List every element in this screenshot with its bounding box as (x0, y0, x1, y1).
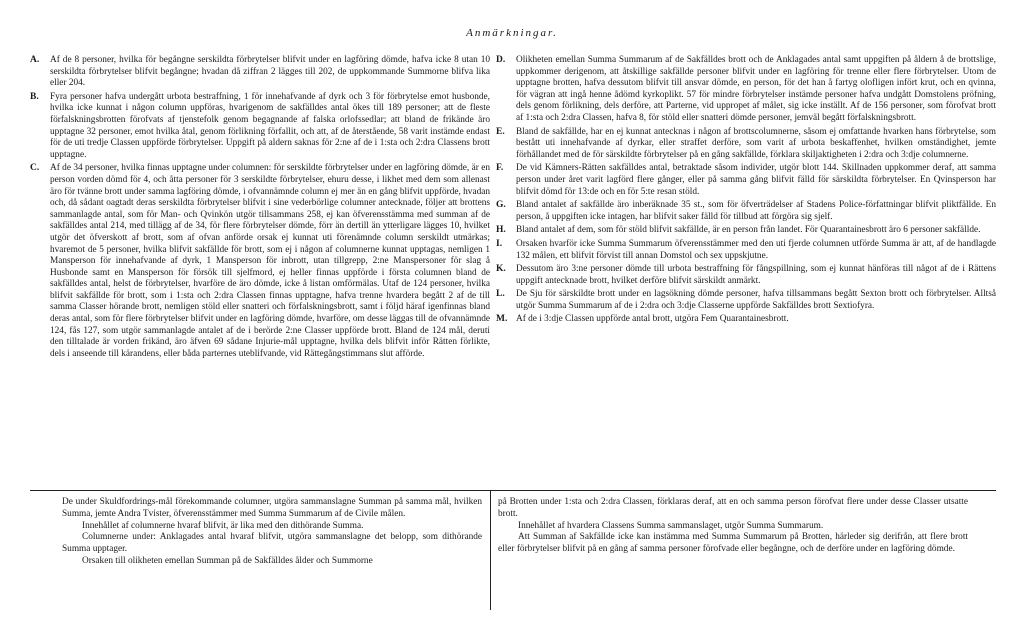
note-l (496, 289, 996, 312)
footnote-paragraph: Innehållet af hvardera Classens Summa sammanslaget, utgör Summa Summarum. (518, 520, 824, 531)
footnote-paragraph: De under Skuldfordrings-mål förekommande columner, utgöra sammanslagne Summan på samma mål, hvilken Summa, jemte Andra Tvister, öfverensstämmer med Summa Summarum af de Civile målen. (62, 497, 482, 519)
note-c (30, 163, 490, 360)
note-text: Af de 34 personer, hvilka finnas upptagne under columnen: för serskildte förbrytelser under en lagföring dömde, är en person vorden dömd för 4, och åtta personer för 3 serskildte förbrytelser, ehuru desse, i likhet med dem som allenast äro för tvänne brott under samma lagföring dömde, i ofvannämnde column ej mer än en gång blifvit uppförde, hvadan och, då sådant oagtadt deras serskildta förbrytelser blifvit i sine vederbörlige columner antecknade, följer att brottens sammanlagde antal, som för Man- och Qvinkön utgör tillsammans 258, ej kan öfverensstämma med summan af de sakfälldes antal 214, med tillägg af de 34, för flere förbrytelser dömde, förr än dertill än ytterligare lägges 10, hvilket utgör det öfverskott af brott, som af ofvan anförde orsak ej kunnat uti förenämnde column serskildt utmärkas; hvaremot de 5 personer, hvilka blifvit sakfällde för brott, som ej i någon af columnerne kunnat upptagas, nemligen 1 Mansperson för innehafvande af dyrk, 1 Mansperson för inbrott, utan tillgrepp, 2:ne Manspersoner för slag å Husbonde samt en Mansperson för försök till sjelfmord, ej heller finnas uppförde i första columnen bland de sakfälldes antal, helst de förbrytelser, hvarföre de äro dömde, icke å listan omförmälas. Utaf de 124 personer, hvilka blifvit sakfällde för brott, som i 1:sta och 2:dra Classen finnas upptagne, hafva trenne hvardera begått 2 af de till samma Classer hörande brott, nemligen stöld eller snatteri och förfalskningsbrott, samt i följd häraf igenfinnas bland deras antal, som för flere förbrytelser blifvit under en lagföring dömde, hvarföre, om desse läggas till de ofvannämnde 124, fås 127, som utgör sammanlagde antalet af de i berörde 2:ne Classer uppförde brott. Bland de 124 mål, deruti den tilltalade är vorden frikänd, äro äfven 69 sådane Injurie-mål upptagne, hvilka dels blifvit inför Rätten förlikte, dels i anseende till kärandens, eller båda parternes uteblifvande, vid Rättegångstimmans slut afförde. (50, 163, 490, 359)
note-text: Orsaken hvarför icke Summa Summarum öfverensstämmer med den uti fjerde columnen utförde Summa är att, af de handlagde 132 målen, ett blifvit förvist till annan Domstol och sex uppskjutne. (516, 238, 996, 261)
note-text: Bland de sakfällde, har en ej kunnat antecknas i någon af brottscolumnerne, såsom ej omfattande hvarken hans förbrytelse, som bestått uti innehafvande af dyrkar, eller straffet derföre, som varit af urbota beskaffenhet, hvilken omständighet, jemte förhållandet med de för särskildte förbrytelser på en gång sakfällde, förklara skiljaktigheten i 2:dra och 3:dje columnerne. (516, 126, 996, 160)
note-i (496, 239, 996, 262)
note-text: Bland antalet af sakfällde äro inberäknade 35 st., som för öfverträdelser af Stadens Police-författningar blifvit pliktfällde. En person, å uppgiften icke intagen, har blifvit saker fälld för tillbud att förgöra sig sjelf. (516, 200, 996, 222)
footnote-right (498, 497, 968, 556)
notes-right-column (496, 55, 996, 328)
note-k (496, 264, 996, 287)
footnote-paragraph: Orsaken till olikheten emellan Summan på de Sakfälldes ålder och Summorne (82, 555, 373, 566)
note-d (496, 55, 996, 125)
note-letter: I. (496, 238, 503, 249)
note-f (496, 163, 996, 198)
note-e (496, 127, 996, 162)
footnote-paragraph: Att Summan af Sakfällde icke kan instämma med Summa Summarum på Brotten, härleder sig derifrån, att flere brott eller förbrytelser blifvit på en gång af samma personer förofvade eller begångne, och de derföre under en lagföring dömde. (498, 532, 968, 555)
page-title: Anmärkningar. (466, 27, 558, 39)
note-text: Fyra personer hafva undergått urbota bestraffning, 1 för innehafvande af dyrk och 3 för förbrytelse emot husbonde, hvilka icke kunnat i någon column uppföras, hvarigenom de sakfälldes antal ökes till 189 personer; att de fleste förfalskningsbrotten förofvats af tjenstefolk genom begagnande af falska orlofssedlar; att bland de frikände äro upptagne 32 personer, emot hvilka åtal, genom förlikning förfallit, och att, af de återstående, 58 varit instämde endast för de uti tredje Classen uppförde förbrytelser. Uppgift på aldern saknas för 2:ne af de i 1:sta och 2:dra Classens brott upptagne. (50, 91, 490, 160)
note-text: De Sju för särskildte brott under en lagsökning dömde personer, hafva tillsammans begått Sexton brott och förbrytelser. Alltså utgör Summa Summarum af de i 2:dra och 3:dje Classerne uppförde Sakfälldes brott Sextiofyra. (516, 289, 996, 311)
notes-left-column (30, 55, 490, 362)
note-text: Bland antalet af dem, som för stöld blifvit sakfällde, är en person från landet. För Quarantainesbrott äro 6 personer sakfällde. (516, 225, 981, 236)
footnote-paragraph: Columnerne under: Anklagades antal hvaraf blifvit, utgöra sammanslagne det belopp, som dithörande Summa upptager. (62, 532, 482, 555)
note-letter: L. (496, 289, 505, 300)
note-letter: C. (30, 163, 40, 174)
footnote-paragraph: på Brotten under 1:sta och 2:dra Classen, förklaras deraf, att en och samma person förofvat flere under desse Classer utsatte brott. (498, 497, 968, 519)
note-text: Af de i 3:dje Classen uppförde antal brott, utgöra Fem Quarantainesbrott. (516, 314, 789, 325)
horizontal-divider (30, 490, 996, 491)
note-letter: G. (496, 200, 506, 211)
note-letter: H. (496, 225, 506, 236)
note-text: Dessutom äro 3:ne personer dömde till urbota bestraffning för fångspillning, som ej kunnat hänföras till något af de i Rättens uppgift antecknade brott, hvilket derföre blifvit särskildt anmärkt. (516, 264, 996, 286)
footnote-left (62, 497, 482, 568)
note-letter: M. (496, 314, 508, 325)
note-letter: K. (496, 264, 506, 275)
note-letter: F. (496, 163, 504, 174)
note-text: Olikheten emellan Summa Summarum af de Sakfälldes brott och de Anklagades antal samt uppgiften på åldern å de brottslige, uppkommer derigenom, att åtskillige sakfällde personer blifvit under en lagföring för trenne eller flere förbrytelser. Utom de upptagne brotten, hafva dessutom blifvit till ansvar dömde, en person, för det han å fartyg olofligen infört krut, och en qvinna, för vägran att ingå henne ådömd kyrkoplikt. 57 för mindre förbrytelser instämde personer hafva undgått Domstolens pröfning, dels genom förlikning, dels derföre, att Parterne, vid uppropet af målet, sig icke inställt. Af de 156 personer, som förofvat brott af 1:sta och 2:dra Classen, hafva 8, för stöld eller snatteri dömde personer, jemväl begått förfalskningsbrott. (516, 55, 996, 123)
note-g (496, 200, 996, 223)
note-text: Af de 8 personer, hvilka för begångne serskildta förbrytelser blifvit under en lagföring dömde, hafva icke 8 utan 10 serskildta förbrytelser blifvit begångne; hvadan då ziffran 2 lägges till 202, de uppkommande Summorne blifva lika eller 204. (50, 55, 490, 89)
note-letter: D. (496, 55, 506, 65)
note-letter: B. (30, 91, 39, 102)
note-text: De vid Kämners-Rätten sakfälldes antal, betraktade såsom individer, utgör blott 144. Skillnaden uppkommer deraf, att samma person under året varit lagförd flere gånger, eller på samma gång blifvit fälld för särskildta förbrytelser. En Qvinsperson har blifvit dömd för 13:de och en för 5:te resan stöld. (516, 163, 996, 197)
note-b (30, 92, 490, 162)
note-h (496, 225, 996, 237)
note-letter: A. (30, 55, 40, 65)
note-m (496, 314, 996, 326)
footnote-paragraph: Innehållet af columnerne hvaraf blifvit, är lika med den dithörande Summa. (82, 520, 364, 531)
note-letter: E. (496, 126, 505, 137)
note-a (30, 55, 490, 90)
vertical-divider (490, 490, 491, 610)
